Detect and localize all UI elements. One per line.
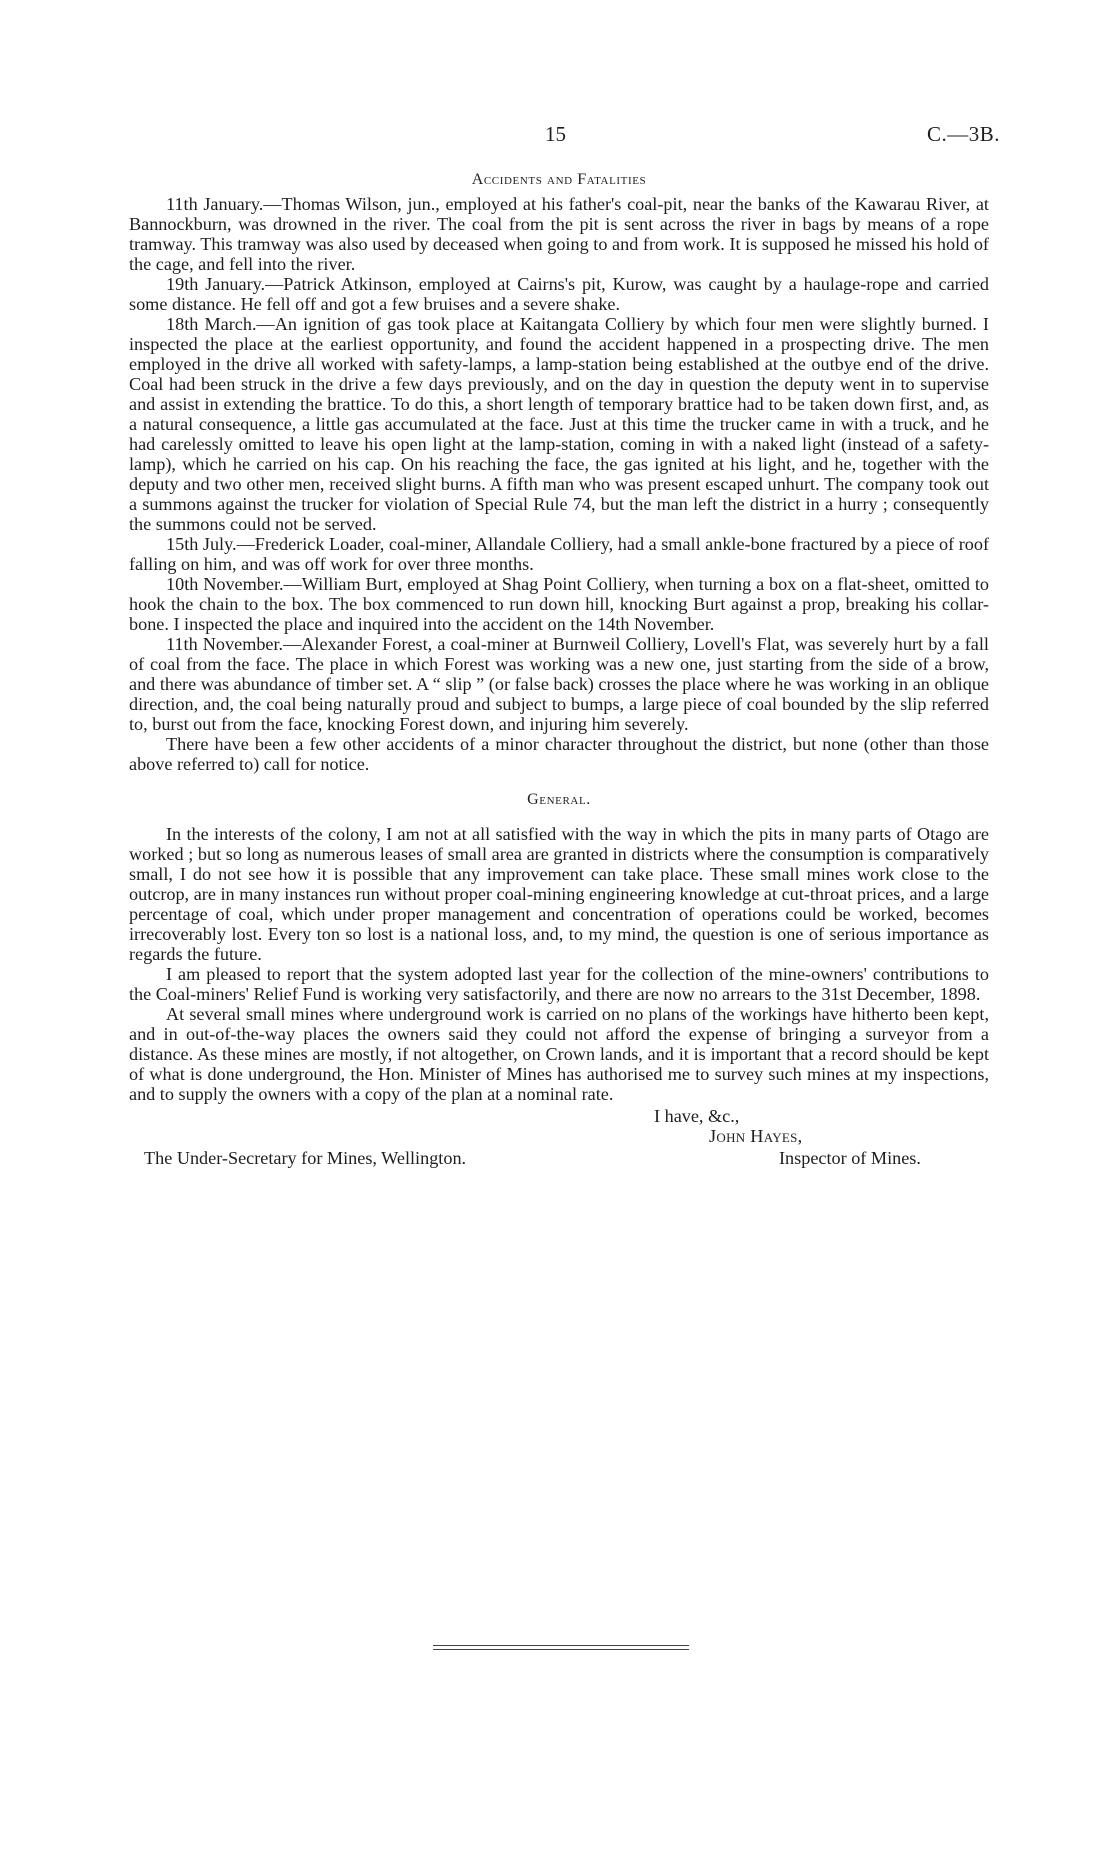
accident-paragraph: 15th July.—Frederick Loader, coal-miner, Allandale Colliery, had a small ankle-bone fractured by a piece of roof falling on him, and was off work for over three months. xyxy=(129,534,989,574)
document-body xyxy=(129,170,989,1186)
paper-reference: C.—3B. xyxy=(927,122,1001,146)
signatory-name: John Hayes, xyxy=(709,1126,803,1146)
signatory-title: Inspector of Mines. xyxy=(779,1148,921,1168)
accident-paragraph: 18th March.—An ignition of gas took place at Kaitangata Colliery by which four men were slightly burned. I inspected the place at the earliest opportunity, and found the accident happened in a prospecting drive. The men employed in the drive all worked with safety-lamps, a lamp-station being established at the outbye end of the drive. Coal had been struck in the drive a few days previously, and on the day in question the deputy went in to supervise and assist in extending the brattice. To do this, a short length of temporary brattice had to be taken down first, and, as a natural consequence, a little gas accumulated at the face. Just at this time the trucker came in with a truck, and he had carelessly omitted to leave his open light at the lamp-station, coming in with a naked light (instead of a safety-lamp), which he carried on his cap. On his reaching the face, the gas ignited at his light, and he, together with the deputy and two other men, received slight burns. A fifth man who was present escaped unhurt. The company took out a summons against the trucker for violation of Special Rule 74, but the man left the district in a hurry ; consequently the summons could not be served. xyxy=(129,314,989,534)
salutation: I have, &c., xyxy=(654,1106,740,1126)
closing-rule xyxy=(433,1649,689,1650)
general-heading: General. xyxy=(527,791,591,808)
accident-paragraph: 10th November.—William Burt, employed at Shag Point Colliery, when turning a box on a flat-sheet, omitted to hook the chain to the box. The box commenced to run down hill, knocking Burt against a prop, breaking his collar-bone. I inspected the place and inquired into the accident on the 14th November. xyxy=(129,574,989,634)
general-paragraph: In the interests of the colony, I am not at all satisfied with the way in which the pits in many parts of Otago are worked ; but so long as numerous leases of small area are granted in districts where the consumption is comparatively small, I do not see how it is possible that any improvement can take place. These small mines work close to the outcrop, are in many instances run without proper coal-mining engineering knowledge at cut-throat prices, and a large percentage of coal, which under proper management and concentration of operations could be worked, becomes irrecoverably lost. Every ton so lost is a national loss, and, to my mind, the question is one of serious importance as regards the future. xyxy=(129,824,989,964)
general-paragraph: I am pleased to report that the system adopted last year for the collection of the mine-owners' contributions to the Coal-miners' Relief Fund is working very satisfactorily, and there are now no arrears to the 31st December, 1898. xyxy=(129,964,989,1004)
page-number: 15 xyxy=(545,122,566,146)
accidents-heading: Accidents and Fatalities xyxy=(471,171,647,188)
accident-paragraph: 19th January.—Patrick Atkinson, employed at Cairns's pit, Kurow, was caught by a haulage-rope and carried some distance. He fell off and got a few bruises and a severe shake. xyxy=(129,274,989,314)
accident-paragraph: 11th November.—Alexander Forest, a coal-miner at Burnweil Colliery, Lovell's Flat, was severely hurt by a fall of coal from the face. The place in which Forest was working was a new one, just starting from the side of a brow, and there was abundance of timber set. A “ slip ” (or false back) crosses the place where he was working in an oblique direction, and, the coal being naturally proud and subject to bumps, a large piece of coal bounded by the slip referred to, burst out from the face, knocking Forest down, and injuring him severely. xyxy=(129,634,989,734)
closing-rule xyxy=(433,1645,689,1646)
addressee: The Under-Secretary for Mines, Wellington. xyxy=(144,1148,467,1168)
accident-paragraph: There have been a few other accidents of a minor character throughout the district, but none (other than those above referred to) call for notice. xyxy=(129,734,989,774)
general-paragraph: At several small mines where underground work is carried on no plans of the workings have hitherto been kept, and in out-of-the-way places the owners said they could not afford the expense of bringing a surveyor from a distance. As these mines are mostly, if not altogether, on Crown lands, and it is important that a record should be kept of what is done underground, the Hon. Minister of Mines has authorised me to survey such mines at my inspections, and to supply the owners with a copy of the plan at a nominal rate. xyxy=(129,1004,989,1104)
accident-paragraph: 11th January.—Thomas Wilson, jun., employed at his father's coal-pit, near the banks of the Kawarau River, at Bannockburn, was drowned in the river. The coal from the pit is sent across the river in bags by means of a rope tramway. This tramway was also used by deceased when going to and from work. It is supposed he missed his hold of the cage, and fell into the river. xyxy=(129,194,989,274)
signoff xyxy=(129,1106,989,1186)
